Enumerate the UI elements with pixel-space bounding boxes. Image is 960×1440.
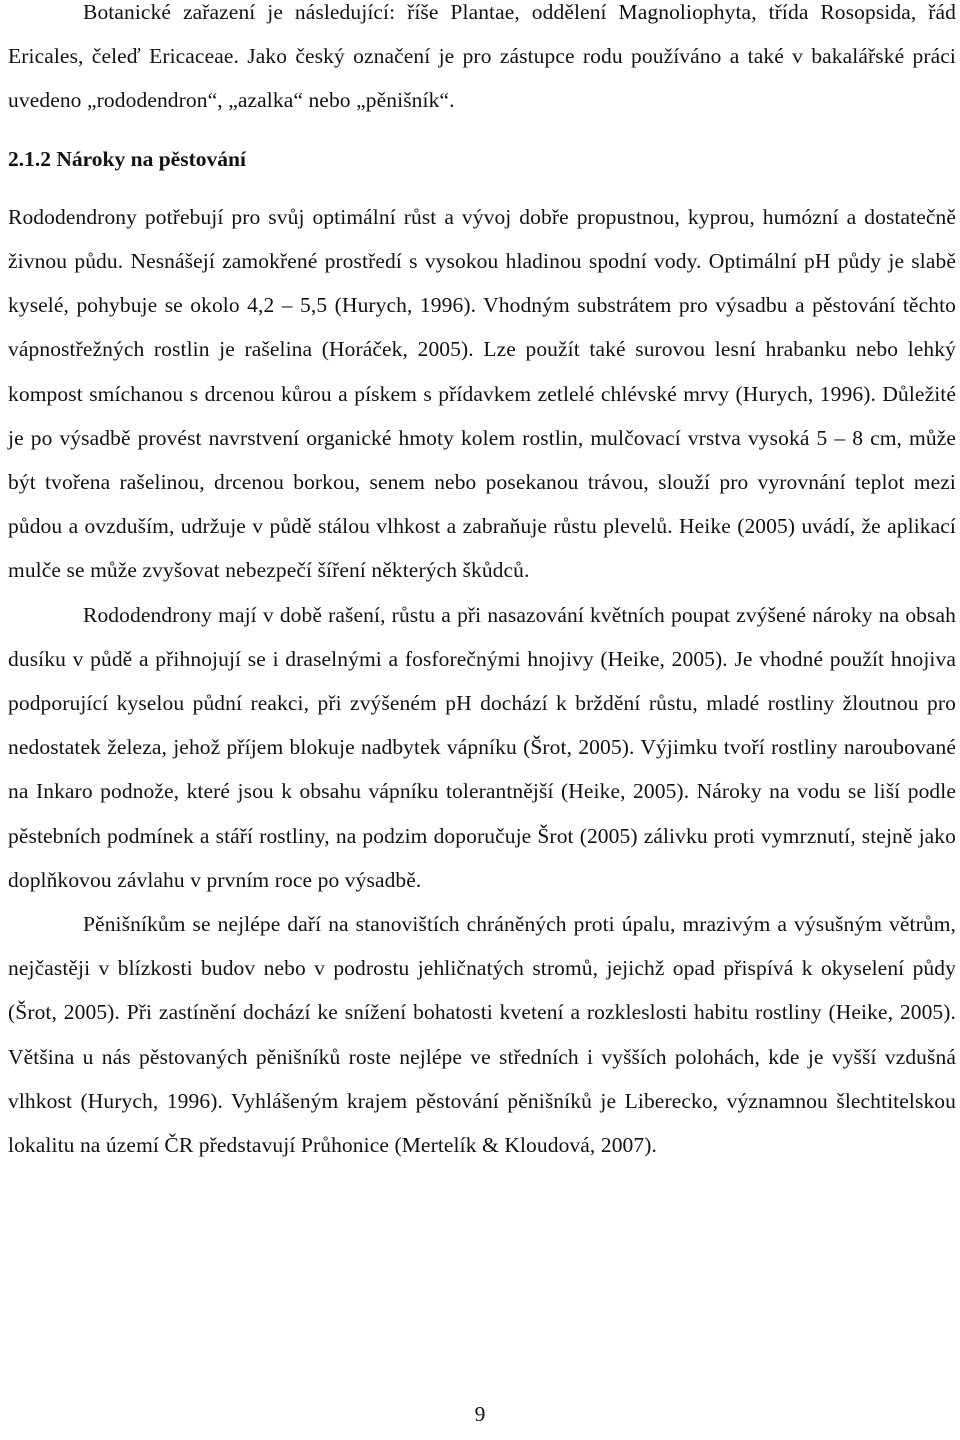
intro-paragraph: Botanické zařazení je následující: říše Plantae, oddělení Magnoliophyta, třída Rosopsida, řád Ericales, čeleď Ericaceae. Jako český označení je pro zástupce rodu používáno a také v bakalářské práci uvedeno „rododendron“, „azalka“ nebo „pěnišník“. [8,0,956,113]
document-page [8,0,956,1167]
section-heading: 2.1.2 Nároky na pěstování [8,146,246,171]
paragraph-soil-requirements: Rododendrony potřebují pro svůj optimální růst a vývoj dobře propustnou, kyprou, humózní a dostatečně živnou půdu. Nesnášejí zamokřené prostředí s vysokou hladinou spodní vody. Optimální pH půdy je slabě kyselé, pohybuje se okolo 4,2 – 5,5 (Hurych, 1996). Vhodným substrátem pro výsadbu a pěstování těchto vápnostřežných rostlin je rašelina (Horáček, 2005). Lze použít také surovou lesní hrabanku nebo lehký kompost smíchanou s drcenou kůrou a pískem s přídavkem zetlelé chlévské mrvy (Hurych, 1996). Důležité je po výsadbě provést navrstvení organické hmoty kolem rostlin, mulčovací vrstva vysoká 5 – 8 cm, může být tvořena rašelinou, drcenou borkou, senem nebo posekanou trávou, slouží pro vyrovnání teplot mezi půdou a ovzduším, udržuje v půdě stálou vlhkost a zabraňuje růstu plevelů. Heike (2005) uvádí, že aplikací mulče se může zvyšovat nebezpečí šíření některých škůdců. [8,204,956,583]
paragraph-habitat: Pěnišníkům se nejlépe daří na stanovištích chráněných proti úpalu, mrazivým a výsušným větrům, nejčastěji v blízkosti budov nebo v podrostu jehličnatých stromů, jejichž opad přispívá k okyselení půdy (Šrot, 2005). Při zastínění dochází ke snížení bohatosti kvetení a rozkleslosti habitu rostliny (Heike, 2005). Většina u nás pěstovaných pěnišníků roste nejlépe ve středních i vyšších polohách, kde je vyšší vzdušná vlhkost (Hurych, 1996). Vyhlášeným krajem pěstování pěnišníků je Liberecko, významnou šlechtitelskou lokalitu na území ČR představují Průhonice (Mertelík & Kloudová, 2007). [8,912,956,1158]
paragraph-fertilization: Rododendrony mají v době rašení, růstu a při nasazování květních poupat zvýšené nároky na obsah dusíku v půdě a přihnojují se i draselnými a fosforečnými hnojivy (Heike, 2005). Je vhodné použít hnojiva podporující kyselou půdní reakci, při zvýšeném pH dochází k brždění růstu, mladé rostliny žloutnou pro nedostatek železa, jehož příjem blokuje nadbytek vápníku (Šrot, 2005). Výjimku tvoří rostliny naroubované na Inkaro podnože, které jsou k obsahu vápníku tolerantnější (Heike, 2005). Nároky na vodu se liší podle pěstebních podmínek a stáří rostliny, na podzim doporučuje Šrot (2005) zálivku proti vymrznutí, stejně jako doplňkovou závlahu v prvním roce po výsadbě. [8,602,956,892]
page-number: 9 [474,1402,486,1426]
